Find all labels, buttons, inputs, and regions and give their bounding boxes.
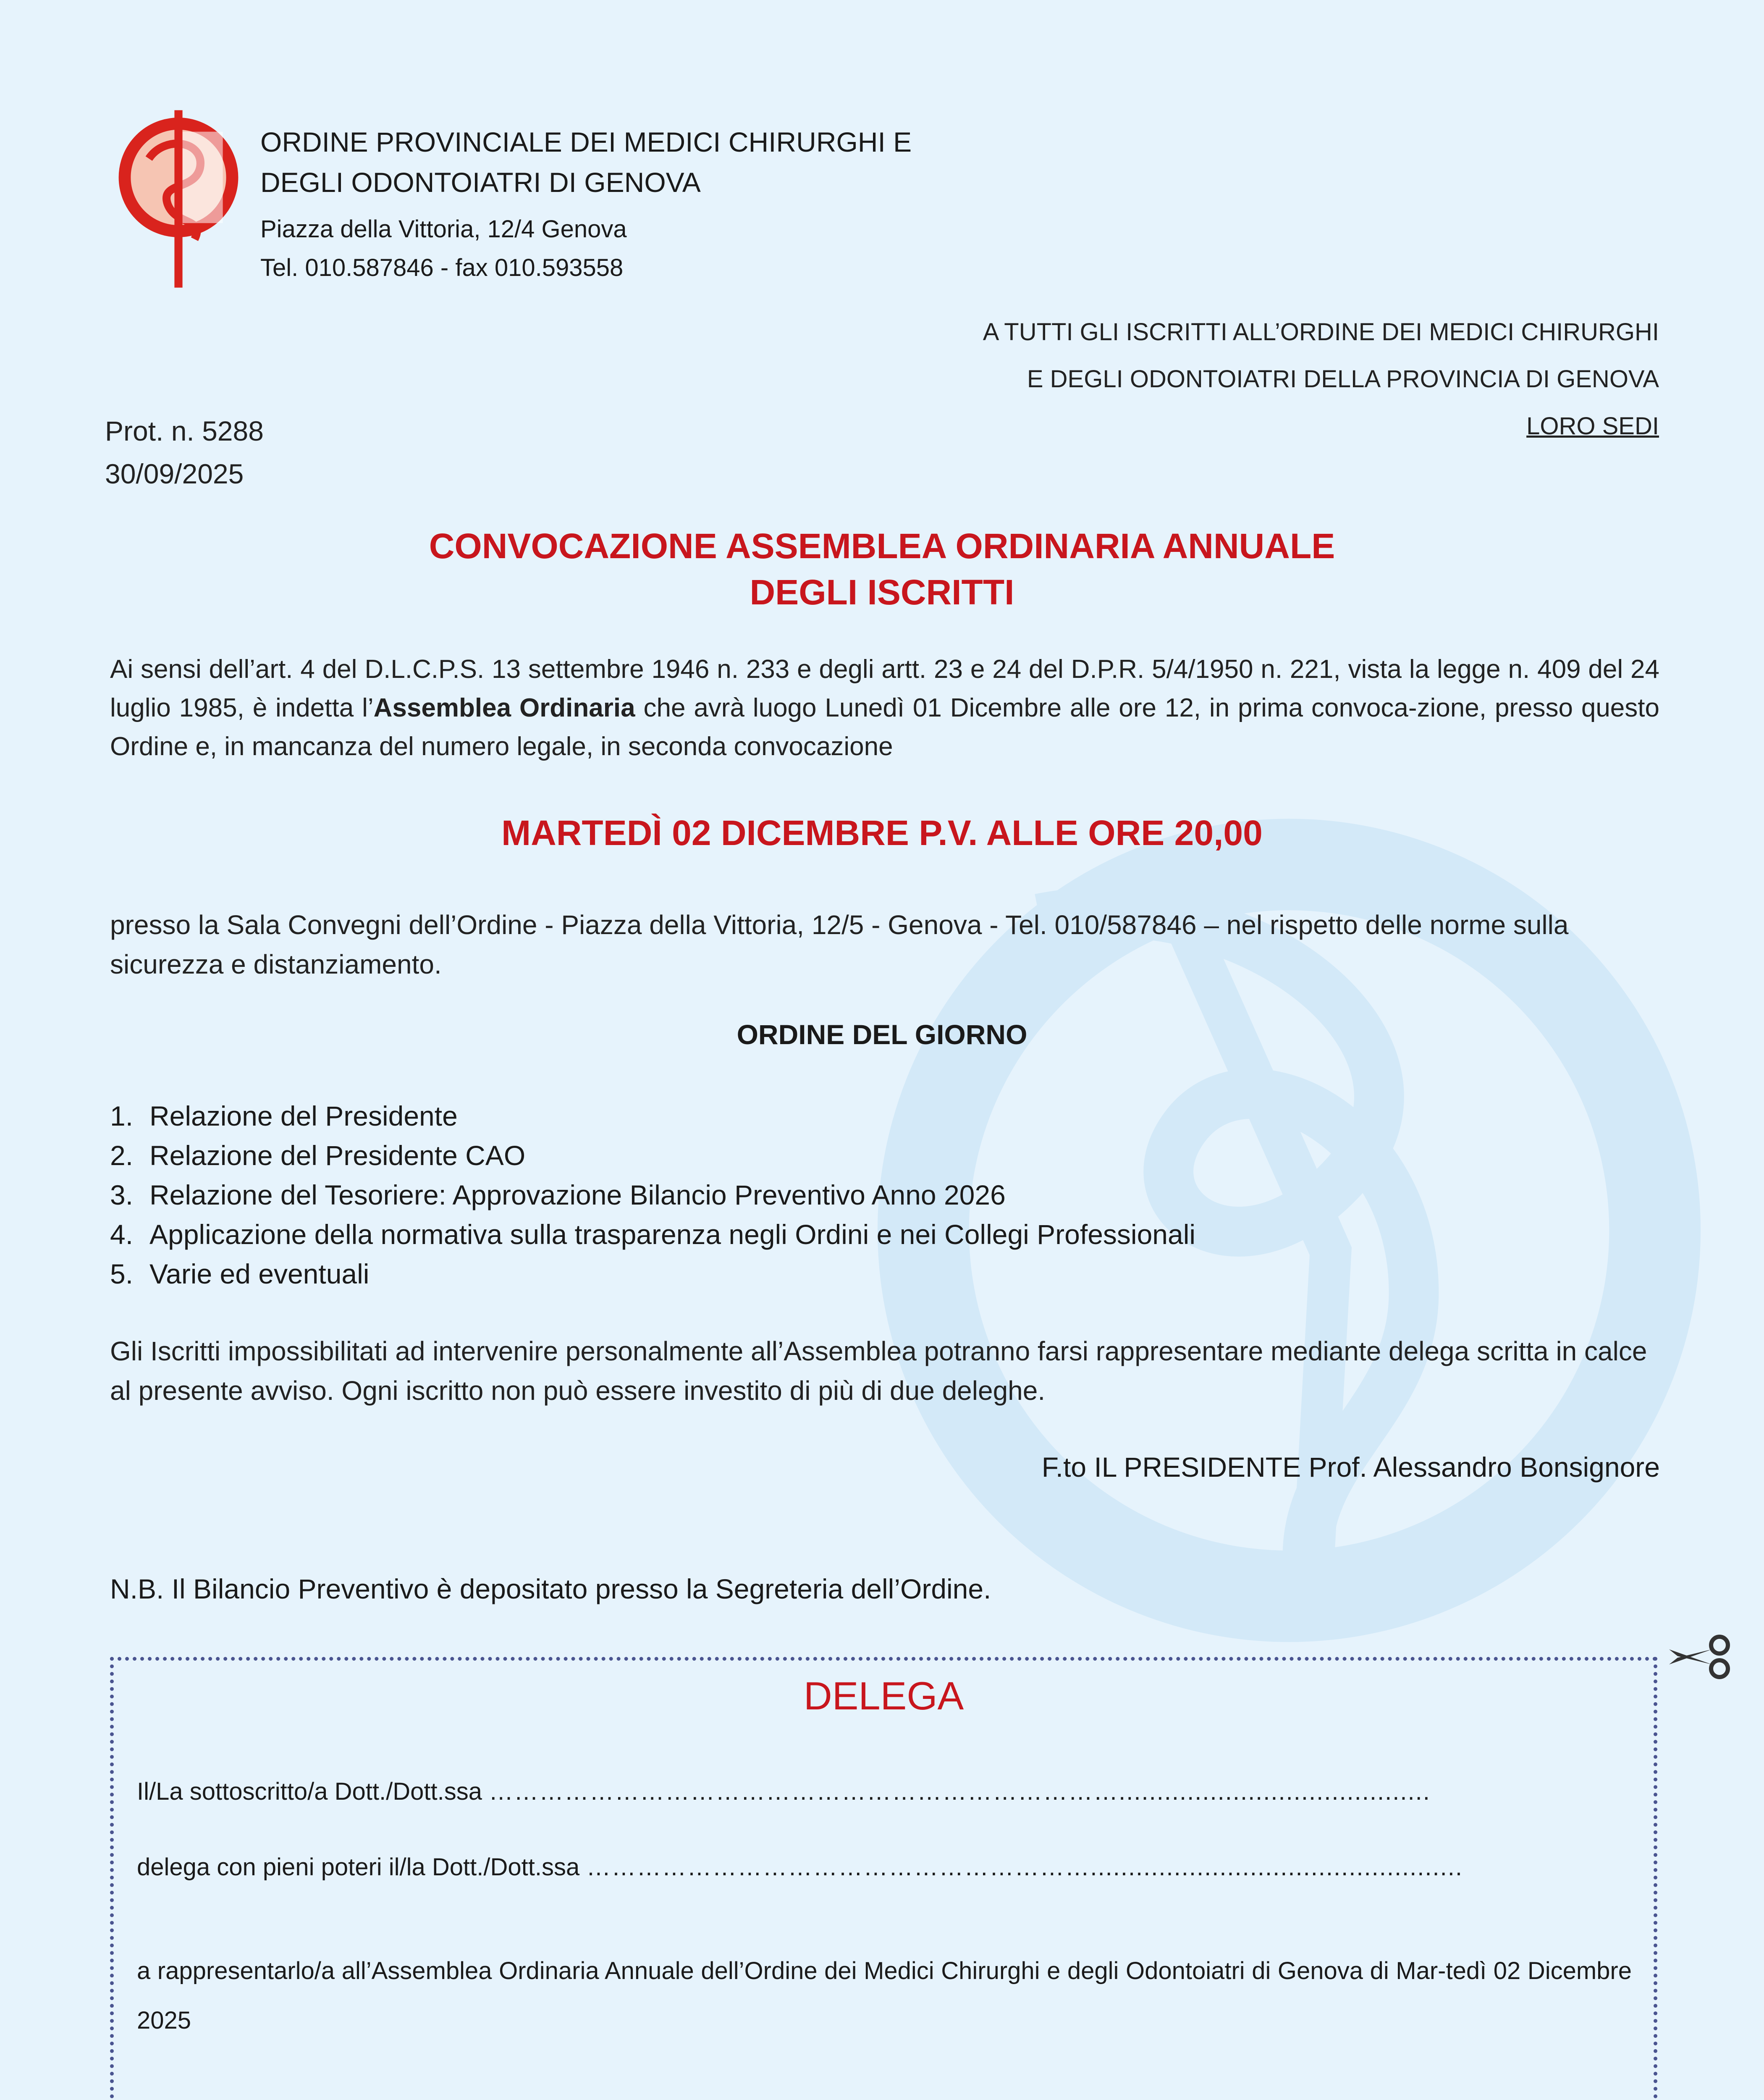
agenda-item: 4. Applicazione della normativa sulla trasparenza negli Ordini e nei Collegi Professionali	[110, 1219, 1196, 1250]
agenda-item: 3. Relazione del Tesoriere: Approvazione Bilancio Preventivo Anno 2026	[110, 1179, 1006, 1210]
organization-address: Piazza della Vittoria, 12/4 Genova Tel. 010.587846 - fax 010.593558	[260, 215, 627, 281]
document-title: CONVOCAZIONE ASSEMBLEA ORDINARIA ANNUALE DEGLI ISCRITTI	[429, 526, 1335, 612]
agenda-item: 1. Relazione del Presidente	[110, 1100, 458, 1131]
protocol-number: Prot. n. 5288	[105, 415, 264, 446]
proxy-note: Gli Iscritti impossibilitati ad intervenire personalmente all’Assemblea potranno farsi rappresentare mediante delega scritta in calce al presente avviso. Ogni iscritto non può essere investito di più di due deleghe.	[110, 1336, 1647, 1406]
recipients-block: A TUTTI GLI ISCRITTI ALL’ORDINE DEI MEDICI CHIRURGHI E DEGLI ODONTOIATRI DELLA PROVINCIA DI GENOVA LORO SEDI	[983, 318, 1659, 440]
agenda-item: 2. Relazione del Presidente CAO	[110, 1140, 526, 1171]
delegator-field[interactable]: Il/La sottoscritto/a Dott./Dott.ssa ………………………………………………………………….........................................	[137, 1778, 1431, 1805]
proxy-statement: a rappresentarlo/a all’Assemblea Ordinaria Annuale dell’Ordine dei Medici Chirurghi e degli Odontoiatri di Genova di Mar-tedì 02 Dicembre 2025	[137, 1957, 1632, 2034]
caduceus-logo	[111, 107, 246, 296]
budget-note: N.B. Il Bilancio Preventivo è depositato presso la Segreteria dell’Ordine.	[110, 1573, 991, 1604]
agenda-item: 5. Varie ed eventuali	[110, 1258, 370, 1289]
delegate-field[interactable]: delega con pieni poteri il/la Dott./Dott.ssa …………………………………………………….................................................	[137, 1853, 1463, 1881]
scissors-icon	[1665, 1632, 1736, 1682]
president-signature: F.to IL PRESIDENTE Prof. Alessandro Bonsignore	[1041, 1452, 1660, 1483]
proxy-form	[110, 1657, 1657, 2100]
proxy-form-title: DELEGA	[803, 1674, 964, 1718]
second-call-date: MARTEDÌ 02 DICEMBRE P.V. ALLE ORE 20,00	[501, 813, 1263, 853]
protocol-block	[105, 410, 264, 495]
agenda-list	[110, 1096, 1195, 1294]
agenda-title: ORDINE DEL GIORNO	[737, 1019, 1027, 1050]
organization-name: ORDINE PROVINCIALE DEI MEDICI CHIRURGHI E DEGLI ODONTOIATRI DI GENOVA	[260, 126, 912, 198]
intro-paragraph: Ai sensi dell’art. 4 del D.L.C.P.S. 13 settembre 1946 n. 233 e degli artt. 23 e 24 del D.P.R. 5/4/1950 n. 221, vista la legge n. 409 del 24 luglio 1985, è indetta l’Assemblea Ordinaria che avrà luogo Lunedì 01 Dicembre alle ore 12, in prima convoca-zione, presso questo Ordine e, in mancanza del numero legale, in seconda convocazione	[110, 655, 1659, 761]
venue-paragraph: presso la Sala Convegni dell’Ordine - Piazza della Vittoria, 12/5 - Genova - Tel. 010/587846 – nel rispetto delle norme sulla sicurezza e distanziamento.	[110, 910, 1569, 979]
protocol-date: 30/09/2025	[105, 458, 244, 489]
